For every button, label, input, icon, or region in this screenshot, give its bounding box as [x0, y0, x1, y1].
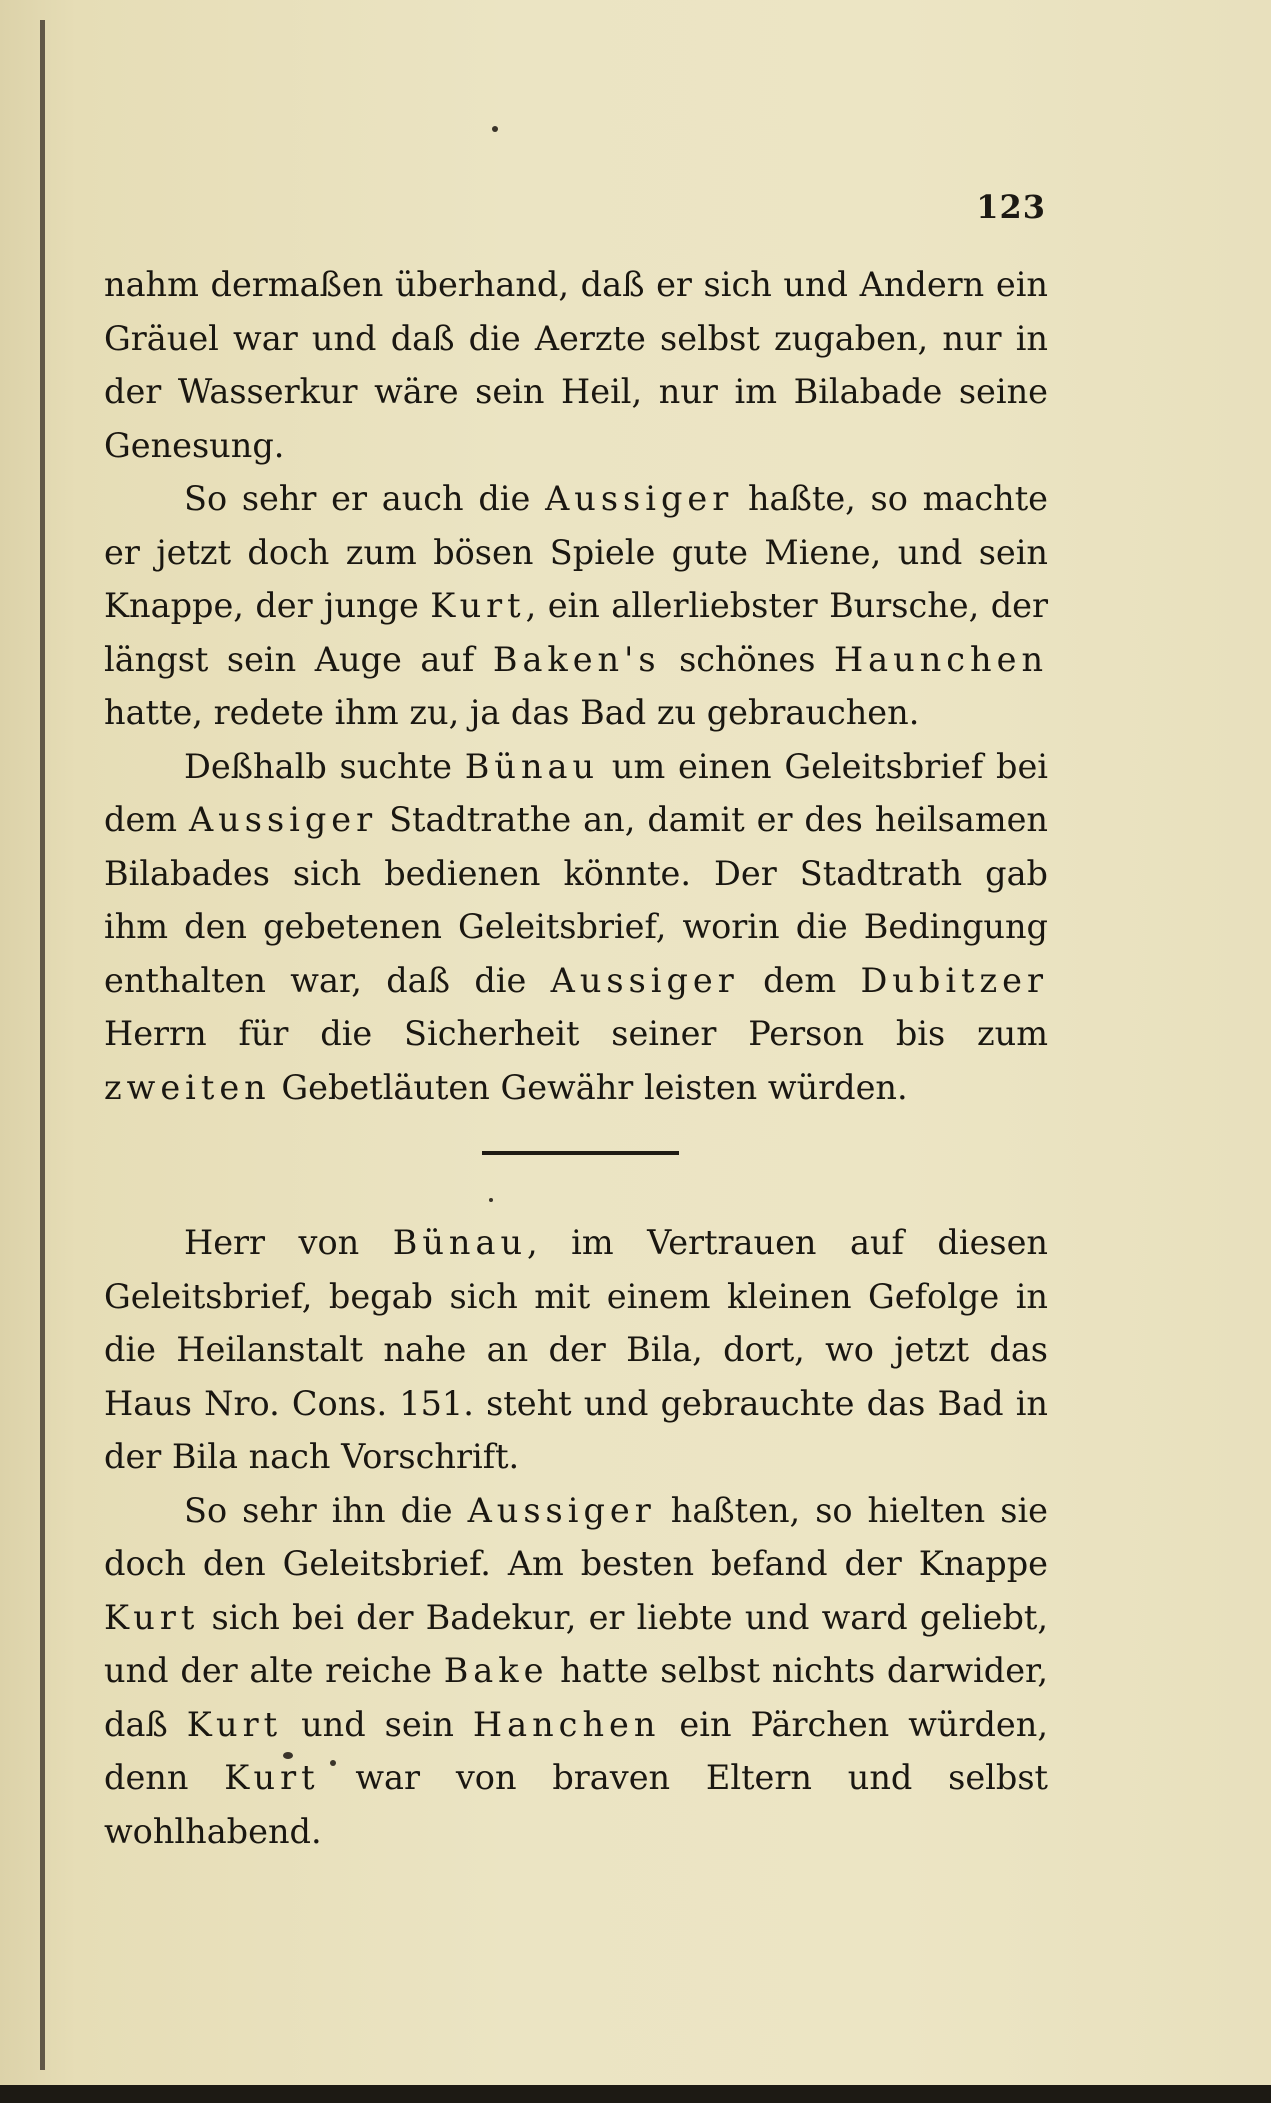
spaced-name: Bünau	[392, 1223, 528, 1262]
section-divider	[482, 1151, 679, 1155]
spaced-name: Bünau	[464, 746, 600, 786]
paragraph: So sehr ihn die Aussiger haßten, so hielten sie doch den Geleitsbrief. Am besten befand der Knappe Kurt sich bei der Badekur, er liebte und ward geliebt, und der alte reiche Bake hatte selbst nichts darwider, daß Kurt und sein Hanchen ein Pärchen würden, denn Kurt war von braven Eltern und selbst wohlhabend.	[104, 1490, 1048, 1851]
paragraph: nahm dermaßen überhand, daß er sich und Andern ein Gräuel war und daß die Aerzte selbst zugaben, nur in der Wasserkur wäre sein Heil, nur im Bilabade seine Genesung.	[104, 265, 1048, 465]
spaced-name: Kurt	[224, 1758, 320, 1797]
spaced-name: Dubitzer	[860, 960, 1048, 1000]
ink-speck	[489, 1198, 493, 1202]
paragraph: Herr von Bünau, im Vertrauen auf diesen Geleitsbrief, begab sich mit einem kleinen Gefolge in die Heilanstalt nahe an der Bila, dort, wo jetzt das Haus Nro. Cons. 151. steht und gebrauchte das Bad in der Bila nach Vorschrift.	[104, 1223, 1048, 1476]
spaced-name: Kurt	[186, 1704, 283, 1744]
spaced-name: Kurt	[430, 586, 526, 625]
page-number: 123	[976, 188, 1046, 226]
scan-bottom-edge	[0, 2085, 1271, 2103]
spaced-word: zweiten	[104, 1067, 271, 1107]
binding-gutter-line	[40, 20, 45, 2070]
spaced-name: Aussiger	[550, 960, 739, 1000]
spaced-name: Kurt	[104, 1597, 200, 1637]
spaced-name: Aussiger	[188, 800, 378, 839]
house-number: Nro. Cons. 151.	[204, 1383, 474, 1423]
spaced-name: Aussiger	[467, 1490, 656, 1530]
spaced-name: Haunchen	[833, 639, 1049, 679]
spaced-name: Hanchen	[472, 1704, 661, 1744]
text-section-1	[104, 258, 1048, 1114]
ink-speck	[492, 126, 498, 132]
paragraph: Deßhalb suchte Bünau um einen Geleitsbrief bei dem Aussiger Stadtrathe an, damit er des heilsamen Bilabades sich bedienen könnte. Der Stadtrath gab ihm den gebetenen Geleitsbrief, worin die Bedingung enthalten war, daß die Aussiger dem Dubitzer Herrn für die Sicherheit seiner Person bis zum zweiten Gebetläuten Gewähr leisten würden.	[104, 746, 1048, 1107]
spaced-name: Bake	[443, 1651, 549, 1690]
text-section-2	[104, 1216, 1048, 1858]
paragraph: So sehr er auch die Aussiger haßte, so machte er jetzt doch zum bösen Spiele gute Miene, und sein Knappe, der junge Kurt, ein allerliebster Bursche, der längst sein Auge auf Baken's schönes Haunchen hatte, redete ihm zu, ja das Bad zu gebrauchen.	[104, 479, 1049, 732]
spaced-name: Baken's	[492, 639, 661, 679]
spaced-name: Aussiger	[545, 479, 734, 518]
